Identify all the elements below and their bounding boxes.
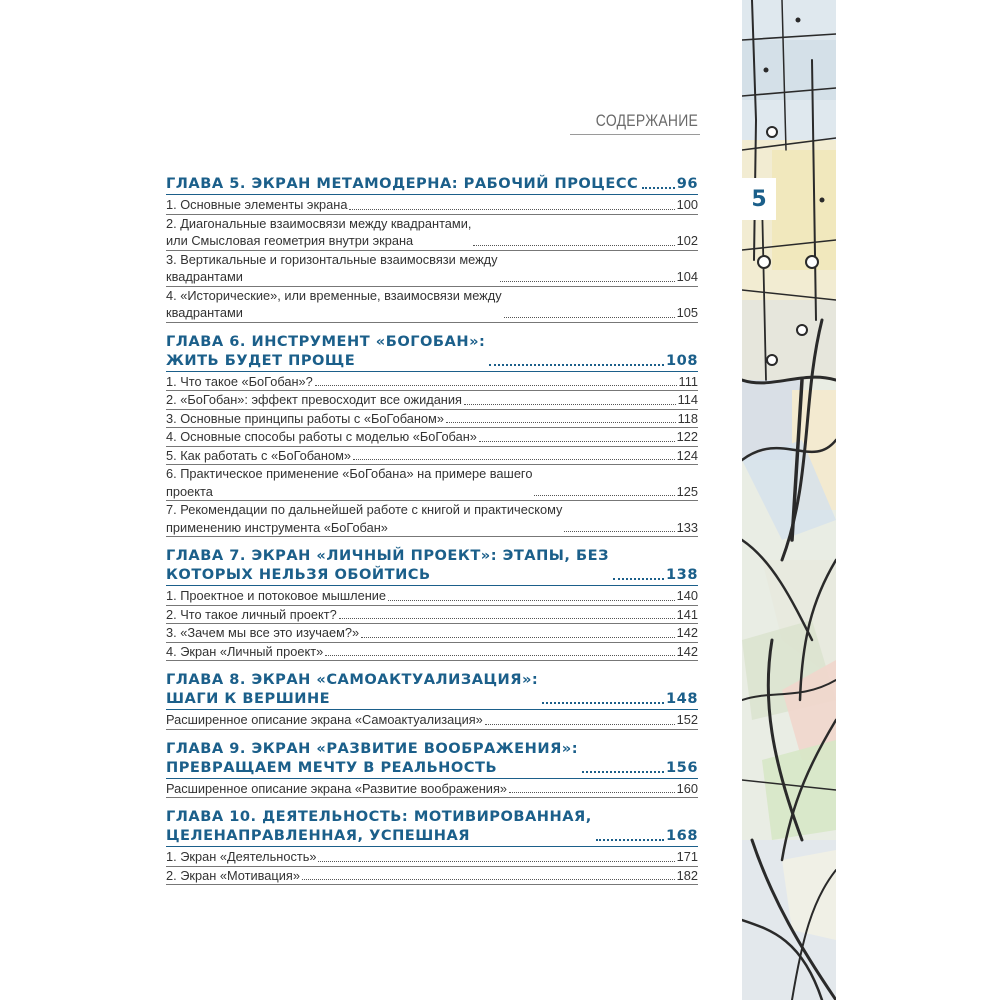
entry-title bbox=[166, 215, 471, 250]
entry-page-number: 105 bbox=[676, 305, 698, 320]
chapter-title-line: ГЛАВА 5. ЭКРАН МЕТАМОДЕРНА: РАБОЧИЙ ПРОЦЕСС bbox=[166, 175, 639, 192]
toc-entry[interactable] bbox=[166, 643, 698, 661]
entry-title bbox=[166, 780, 507, 798]
entry-title bbox=[166, 287, 502, 322]
dot-leader bbox=[353, 459, 675, 460]
dot-leader bbox=[534, 495, 674, 496]
entry-title-line: квадрантами bbox=[166, 269, 243, 284]
chapter-page-number: 108 bbox=[666, 351, 698, 369]
chapter-heading[interactable] bbox=[166, 670, 698, 708]
toc-entry[interactable] bbox=[166, 287, 698, 322]
divider bbox=[166, 709, 698, 710]
dot-leader bbox=[485, 724, 675, 725]
dot-leader bbox=[473, 245, 674, 246]
chapter-section bbox=[166, 546, 698, 661]
entry-title-line: 5. Как работать с «БоГобаном» bbox=[166, 447, 352, 463]
dot-leader bbox=[318, 861, 674, 862]
page-title: СОДЕРЖАНИЕ bbox=[595, 111, 698, 130]
entry-title bbox=[166, 196, 347, 214]
chapter-title-line: ШАГИ К ВЕРШИНЕ bbox=[166, 690, 331, 707]
decorative-illustration bbox=[742, 0, 836, 1000]
entry-title-line: 4. Основные способы работы с моделью «БоГобан» bbox=[166, 429, 477, 444]
entry-title-line: 4. «Исторические», или временные, взаимосвязи между bbox=[166, 287, 502, 303]
entry-title bbox=[166, 410, 444, 428]
chapter-title-line: ГЛАВА 7. ЭКРАН «ЛИЧНЫЙ ПРОЕКТ»: ЭТАПЫ, БЕЗ bbox=[166, 547, 609, 564]
entry-title-line: 2. «БоГобан»: эффект превосходит все ожидания bbox=[166, 392, 462, 407]
entry-page-number: 102 bbox=[676, 233, 698, 248]
chapter-section bbox=[166, 670, 698, 730]
dot-leader bbox=[564, 531, 674, 532]
chapter-title-line: ГЛАВА 6. ИНСТРУМЕНТ «БОГОБАН»: bbox=[166, 332, 486, 350]
toc-entry[interactable] bbox=[166, 465, 698, 500]
chapter-title-line: ЖИТЬ БУДЕТ ПРОЩЕ bbox=[166, 351, 356, 369]
entry-title-line: 3. Основные принципы работы с «БоГобаном» bbox=[166, 410, 444, 426]
divider bbox=[166, 660, 698, 661]
chapter-page-number: 168 bbox=[666, 827, 698, 844]
dot-leader bbox=[504, 317, 675, 318]
entry-title-line: 1. Проектное и потоковое мышление bbox=[166, 588, 387, 603]
dot-leader bbox=[542, 702, 664, 704]
entry-page-number: 160 bbox=[676, 780, 698, 796]
dot-leader bbox=[613, 578, 664, 580]
divider bbox=[166, 371, 698, 372]
divider bbox=[166, 778, 698, 779]
dot-leader bbox=[596, 839, 664, 841]
toc-entry[interactable] bbox=[166, 251, 698, 286]
dot-leader bbox=[388, 600, 675, 601]
chapter-number-tab: 5 bbox=[742, 178, 776, 220]
entry-title-line: 7. Рекомендации по дальнейшей работе с книгой и практическому bbox=[166, 502, 563, 517]
toc-entry[interactable] bbox=[166, 867, 698, 885]
chapter-heading[interactable] bbox=[166, 174, 698, 193]
title-divider bbox=[570, 134, 700, 135]
toc-entry[interactable] bbox=[166, 848, 698, 866]
toc-entry[interactable] bbox=[166, 215, 698, 250]
entry-title-line: Расширенное описание экрана «Самоактуализация» bbox=[166, 712, 483, 727]
entry-title-line: 3. Вертикальные и горизонтальные взаимосвязи между bbox=[166, 251, 498, 267]
chapter-page-number: 138 bbox=[666, 566, 698, 583]
divider bbox=[166, 797, 698, 798]
chapter-heading[interactable] bbox=[166, 807, 698, 845]
entry-title bbox=[166, 643, 323, 661]
divider bbox=[166, 536, 698, 537]
entry-page-number: 133 bbox=[676, 519, 698, 535]
entry-title-line: 1. Основные элементы экрана bbox=[166, 197, 348, 212]
entry-page-number: 111 bbox=[678, 373, 698, 389]
dot-leader bbox=[500, 281, 675, 282]
entry-title bbox=[166, 447, 351, 465]
entry-title-line: 6. Практическое применение «БоГобана» на примере вашего bbox=[166, 466, 533, 481]
dot-leader bbox=[509, 792, 675, 793]
entry-title bbox=[166, 373, 313, 391]
dot-leader bbox=[642, 187, 674, 189]
entry-title bbox=[166, 867, 300, 885]
entry-title-line: применению инструмента «БоГобан» bbox=[166, 519, 388, 535]
entry-title-line: 2. Экран «Мотивация» bbox=[166, 867, 300, 883]
toc-entry[interactable] bbox=[166, 391, 698, 409]
chapter-title bbox=[166, 807, 592, 845]
entry-page-number: 114 bbox=[677, 392, 698, 407]
entry-page-number: 140 bbox=[676, 588, 698, 603]
chapter-title bbox=[166, 739, 578, 777]
entry-title-line: 1. Экран «Деятельность» bbox=[166, 849, 317, 864]
entry-page-number: 122 bbox=[676, 429, 698, 444]
entry-title bbox=[166, 606, 337, 624]
chapter-section bbox=[166, 739, 698, 799]
dot-leader bbox=[325, 655, 674, 656]
entry-title-line: 3. «Зачем мы все это изучаем?» bbox=[166, 625, 360, 640]
entry-page-number: 125 bbox=[676, 483, 698, 499]
dot-leader bbox=[464, 404, 676, 405]
entry-page-number: 100 bbox=[676, 197, 698, 212]
entry-title-line: 1. Что такое «БоГобан»? bbox=[166, 373, 313, 389]
table-of-contents bbox=[166, 174, 698, 894]
chapter-section bbox=[166, 332, 698, 538]
chapter-title-line: ПРЕВРАЩАЕМ МЕЧТУ В РЕАЛЬНОСТЬ bbox=[166, 758, 498, 776]
divider bbox=[166, 322, 698, 323]
chapter-page-number: 156 bbox=[666, 758, 698, 776]
entry-page-number: 182 bbox=[676, 867, 698, 883]
toc-entry[interactable] bbox=[166, 587, 698, 605]
toc-entry[interactable] bbox=[166, 711, 698, 729]
toc-entry[interactable] bbox=[166, 447, 698, 465]
chapter-title bbox=[166, 670, 538, 708]
entry-title-line: проекта bbox=[166, 483, 213, 499]
dot-leader bbox=[479, 441, 675, 442]
entry-title bbox=[166, 428, 477, 446]
toc-entry[interactable] bbox=[166, 373, 698, 391]
chapter-title-line: ГЛАВА 9. ЭКРАН «РАЗВИТИЕ ВООБРАЖЕНИЯ»: bbox=[166, 739, 579, 757]
entry-title bbox=[166, 587, 386, 605]
toc-entry[interactable] bbox=[166, 501, 698, 536]
dot-leader bbox=[349, 209, 674, 210]
entry-page-number: 118 bbox=[677, 410, 698, 426]
entry-page-number: 142 bbox=[676, 643, 698, 659]
entry-page-number: 152 bbox=[676, 712, 698, 727]
entry-title bbox=[166, 251, 498, 286]
toc-entry[interactable] bbox=[166, 410, 698, 428]
dot-leader bbox=[361, 637, 674, 638]
toc-entry[interactable] bbox=[166, 624, 698, 642]
entry-title bbox=[166, 624, 359, 642]
dot-leader bbox=[302, 879, 675, 880]
chapter-heading[interactable] bbox=[166, 546, 698, 584]
chapter-title bbox=[166, 546, 609, 584]
chapter-title bbox=[166, 174, 638, 193]
divider bbox=[166, 729, 698, 730]
chapter-title-line: ГЛАВА 10. ДЕЯТЕЛЬНОСТЬ: МОТИВИРОВАННАЯ, bbox=[166, 808, 592, 825]
chapter-heading[interactable] bbox=[166, 739, 698, 777]
entry-title bbox=[166, 848, 316, 866]
dot-leader bbox=[446, 422, 676, 423]
entry-title-line: 4. Экран «Личный проект» bbox=[166, 643, 324, 659]
entry-title bbox=[166, 465, 532, 500]
entry-title bbox=[166, 391, 462, 409]
entry-title bbox=[166, 711, 483, 729]
chapter-title-line: КОТОРЫХ НЕЛЬЗЯ ОБОЙТИСЬ bbox=[166, 566, 431, 583]
entry-page-number: 141 bbox=[676, 606, 698, 622]
divider bbox=[166, 194, 698, 195]
dot-leader bbox=[339, 618, 675, 619]
entry-page-number: 142 bbox=[676, 625, 698, 640]
dot-leader bbox=[489, 364, 664, 366]
entry-page-number: 104 bbox=[676, 269, 698, 284]
chapter-heading[interactable] bbox=[166, 332, 698, 370]
divider bbox=[166, 585, 698, 586]
chapter-page-number: 148 bbox=[666, 690, 698, 707]
chapter-title-line: ГЛАВА 8. ЭКРАН «САМОАКТУАЛИЗАЦИЯ»: bbox=[166, 671, 539, 688]
entry-title bbox=[166, 501, 562, 536]
entry-title-line: 2. Что такое личный проект? bbox=[166, 606, 337, 622]
dot-leader bbox=[315, 385, 677, 386]
chapter-section bbox=[166, 174, 698, 323]
entry-title-line: 2. Диагональные взаимосвязи между квадрантами, bbox=[166, 215, 472, 231]
entry-title-line: Расширенное описание экрана «Развитие воображения» bbox=[166, 780, 507, 796]
toc-entry[interactable] bbox=[166, 606, 698, 624]
toc-entry[interactable] bbox=[166, 196, 698, 214]
entry-title-line: или Смысловая геометрия внутри экрана bbox=[166, 233, 414, 248]
dot-leader bbox=[582, 771, 664, 773]
entry-page-number: 171 bbox=[676, 849, 698, 864]
chapter-page-number: 96 bbox=[676, 175, 698, 192]
divider bbox=[166, 846, 698, 847]
toc-entry[interactable] bbox=[166, 428, 698, 446]
toc-entry[interactable] bbox=[166, 780, 698, 798]
entry-title-line: квадрантами bbox=[166, 305, 243, 320]
chapter-section bbox=[166, 807, 698, 885]
divider bbox=[166, 884, 698, 885]
chapter-title bbox=[166, 332, 485, 370]
chapter-title-line: ЦЕЛЕНАПРАВЛЕННАЯ, УСПЕШНАЯ bbox=[166, 827, 471, 844]
entry-page-number: 124 bbox=[676, 447, 698, 463]
